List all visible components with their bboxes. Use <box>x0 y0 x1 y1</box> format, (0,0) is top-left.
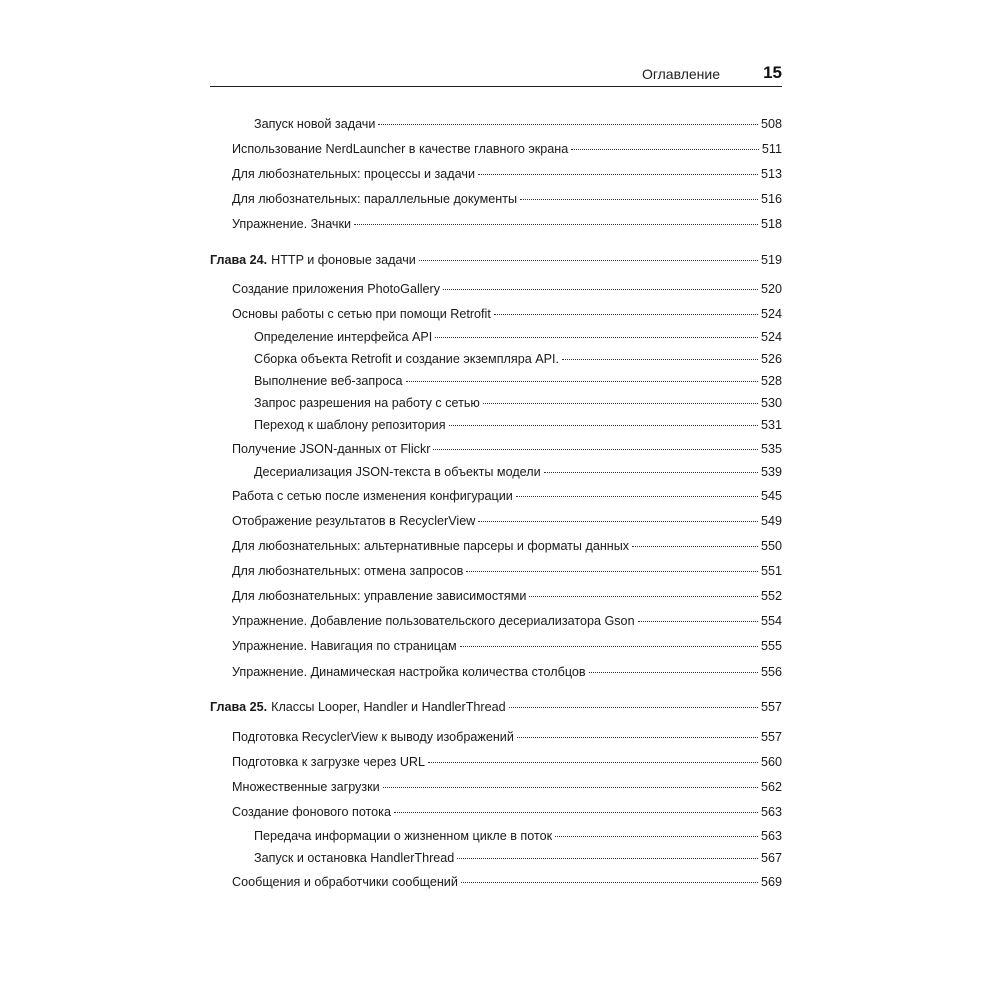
toc-entry-title <box>232 305 491 323</box>
dot-leader <box>478 174 758 175</box>
dot-leader <box>494 314 758 315</box>
toc-entry-text: Упражнение. Навигация по страницам <box>232 639 457 653</box>
toc-entry-text: Для любознательных: отмена запросов <box>232 564 464 578</box>
dot-leader <box>632 546 758 547</box>
toc-entry-title <box>232 512 475 530</box>
toc-entry-text: Упражнение. Добавление пользовательского десериализатора Gson <box>232 614 635 628</box>
dot-leader <box>460 646 758 647</box>
toc-entry-title <box>232 165 475 183</box>
toc-entry-text: Сообщения и обработчики сообщений <box>232 875 458 889</box>
toc-entry-text: Создание фонового потока <box>232 805 391 819</box>
toc-entry-page: 554 <box>760 614 782 628</box>
toc-entry-page: 524 <box>760 307 782 321</box>
toc-entry-text: Определение интерфейса API <box>254 330 433 344</box>
toc-entry-text: Подготовка к загрузке через URL <box>232 755 426 769</box>
toc-entry <box>210 372 782 390</box>
dot-leader <box>419 260 758 261</box>
toc-entry <box>210 487 782 505</box>
toc-entry-page: 535 <box>760 442 782 456</box>
toc-entry-text: Отображение результатов в RecyclerView <box>232 514 476 528</box>
dot-leader <box>457 858 758 859</box>
toc-entry-page: 539 <box>760 465 782 479</box>
toc-entry-title <box>210 251 416 269</box>
toc-entry-title <box>210 698 506 716</box>
toc-entry-title <box>254 328 432 346</box>
toc-entry-title <box>232 753 425 771</box>
dot-leader <box>571 149 759 150</box>
toc-entry <box>210 562 782 580</box>
toc-entry-title <box>232 728 514 746</box>
toc-entry-text: Десериализация JSON-текста в объекты модели <box>254 465 541 479</box>
toc-entry-page: 511 <box>761 142 782 156</box>
dot-leader <box>544 472 758 473</box>
toc-entry-title <box>232 663 586 681</box>
toc-entry <box>210 280 782 298</box>
toc-entry-title <box>232 637 457 655</box>
toc-entry-page: 531 <box>760 418 782 432</box>
toc-entry-text: Использование NerdLauncher в качестве главного экрана <box>232 142 569 156</box>
dot-leader <box>449 425 758 426</box>
toc-entry-title <box>232 190 517 208</box>
toc-entry-page: 545 <box>760 489 782 503</box>
toc-chapter-entry <box>210 251 782 269</box>
toc-entry <box>210 873 782 891</box>
dot-leader <box>483 403 758 404</box>
dot-leader <box>378 124 758 125</box>
dot-leader <box>638 621 758 622</box>
toc-entry-text: Основы работы с сетью при помощи Retrofit <box>232 307 491 321</box>
toc-entry <box>210 463 782 481</box>
toc-entry-page: 555 <box>760 639 782 653</box>
toc-entry-title <box>232 612 635 630</box>
toc-entry-page: 519 <box>760 253 782 267</box>
toc-entry-title <box>232 803 391 821</box>
toc-entry-page: 560 <box>760 755 782 769</box>
toc-entry-title <box>232 562 463 580</box>
toc-entry <box>210 215 782 233</box>
toc-entry-title <box>254 827 552 845</box>
toc-entry-text: Для любознательных: параллельные документы <box>232 192 518 206</box>
toc-entry-title <box>232 778 380 796</box>
toc-entry-text: Классы Looper, Handler и HandlerThread <box>271 700 506 714</box>
dot-leader <box>529 596 758 597</box>
toc-entry-title <box>254 350 559 368</box>
toc-entry-title <box>232 280 440 298</box>
toc-entry-title <box>232 487 513 505</box>
toc-entry <box>210 440 782 458</box>
toc-entry <box>210 350 782 368</box>
toc-entry-page: 530 <box>760 396 782 410</box>
toc-entry-text: HTTP и фоновые задачи <box>271 253 416 267</box>
toc-entry-title <box>232 873 458 891</box>
toc-entry-title <box>232 537 629 555</box>
toc-entry-page: 528 <box>760 374 782 388</box>
toc-entry <box>210 753 782 771</box>
chapter-label: Глава 24. <box>210 253 268 267</box>
toc-entry <box>210 612 782 630</box>
toc-entry <box>210 115 782 133</box>
toc-entry-text: Множественные загрузки <box>232 780 380 794</box>
toc-entry-title <box>232 587 526 605</box>
toc-entry-title <box>254 463 541 481</box>
dot-leader <box>394 812 758 813</box>
dot-leader <box>589 672 758 673</box>
dot-leader <box>555 836 758 837</box>
toc-entry-page: 526 <box>760 352 782 366</box>
toc-entry-page: 549 <box>760 514 782 528</box>
toc-entry <box>210 778 782 796</box>
toc-entry-page: 556 <box>760 665 782 679</box>
toc-entry-text: Для любознательных: управление зависимостями <box>232 589 527 603</box>
dot-leader <box>520 199 758 200</box>
dot-leader <box>406 381 758 382</box>
toc-entry-page: 518 <box>760 217 782 231</box>
toc-entry-title <box>254 394 480 412</box>
toc-entry-text: Сборка объекта Retrofit и создание экземпляра API. <box>254 352 559 366</box>
toc-entry <box>210 416 782 434</box>
toc-entry-text: Запуск новой задачи <box>254 117 376 131</box>
dot-leader <box>509 707 758 708</box>
dot-leader <box>383 787 758 788</box>
toc-entry <box>210 663 782 681</box>
toc-entry-page: 524 <box>760 330 782 344</box>
toc-entry <box>210 728 782 746</box>
toc-entry-page: 508 <box>760 117 782 131</box>
toc-entry-title <box>254 372 403 390</box>
dot-leader <box>466 571 758 572</box>
toc-entry-page: 562 <box>760 780 782 794</box>
header-title: Оглавление <box>641 66 720 82</box>
toc-chapter-entry <box>210 698 782 716</box>
toc-entry-text: Подготовка RecyclerView к выводу изображений <box>232 730 514 744</box>
toc-entry-page: 563 <box>760 829 782 843</box>
dot-leader <box>461 882 758 883</box>
toc-entry-text: Выполнение веб-запроса <box>254 374 403 388</box>
toc-entry-page: 569 <box>760 875 782 889</box>
toc-entry-text: Работа с сетью после изменения конфигурации <box>232 489 513 503</box>
toc-entry-page: 551 <box>760 564 782 578</box>
toc-entry <box>210 587 782 605</box>
toc-entry-text: Переход к шаблону репозитория <box>254 418 446 432</box>
toc-entry-text: Для любознательных: процессы и задачи <box>232 167 475 181</box>
toc-entry-title <box>254 115 375 133</box>
dot-leader <box>517 737 758 738</box>
dot-leader <box>435 337 758 338</box>
toc-entry <box>210 827 782 845</box>
toc-entry-text: Передача информации о жизненном цикле в поток <box>254 829 553 843</box>
toc-entry <box>210 190 782 208</box>
toc-entry-title <box>232 140 568 158</box>
dot-leader <box>428 762 758 763</box>
toc-entry-title <box>254 416 446 434</box>
toc-entry-text: Упражнение. Значки <box>232 217 352 231</box>
toc-entry-title <box>232 440 430 458</box>
page-number: 15 <box>763 63 782 82</box>
toc-entry <box>210 140 782 158</box>
toc-entry-text: Создание приложения PhotoGallery <box>232 282 441 296</box>
toc-entry <box>210 512 782 530</box>
toc-entry-page: 567 <box>760 851 782 865</box>
chapter-label: Глава 25. <box>210 700 268 714</box>
toc-entry-text: Запрос разрешения на работу с сетью <box>254 396 480 410</box>
toc-entry-text: Получение JSON-данных от Flickr <box>232 442 431 456</box>
toc-entry-page: 520 <box>760 282 782 296</box>
toc-entry-page: 557 <box>760 730 782 744</box>
toc-entry <box>210 537 782 555</box>
toc-entry-title <box>254 849 454 867</box>
dot-leader <box>478 521 758 522</box>
toc-entry <box>210 305 782 323</box>
toc-entry <box>210 328 782 346</box>
toc-entry-page: 557 <box>760 700 782 714</box>
toc-entry <box>210 849 782 867</box>
toc-entry-title <box>232 215 351 233</box>
dot-leader <box>354 224 758 225</box>
toc-entry-text: Для любознательных: альтернативные парсеры и форматы данных <box>232 539 630 553</box>
toc-entry <box>210 637 782 655</box>
toc-entry <box>210 803 782 821</box>
dot-leader <box>562 359 758 360</box>
running-header <box>210 60 782 87</box>
dot-leader <box>433 449 758 450</box>
toc-entry-text: Упражнение. Динамическая настройка количества столбцов <box>232 665 586 679</box>
toc-entry-page: 550 <box>760 539 782 553</box>
toc-entry <box>210 394 782 412</box>
toc-entry-page: 513 <box>760 167 782 181</box>
toc-entry <box>210 165 782 183</box>
toc-entry-page: 552 <box>760 589 782 603</box>
toc-entry-page: 563 <box>760 805 782 819</box>
dot-leader <box>443 289 758 290</box>
toc-entry-text: Запуск и остановка HandlerThread <box>254 851 455 865</box>
dot-leader <box>516 496 758 497</box>
toc-entry-page: 516 <box>760 192 782 206</box>
